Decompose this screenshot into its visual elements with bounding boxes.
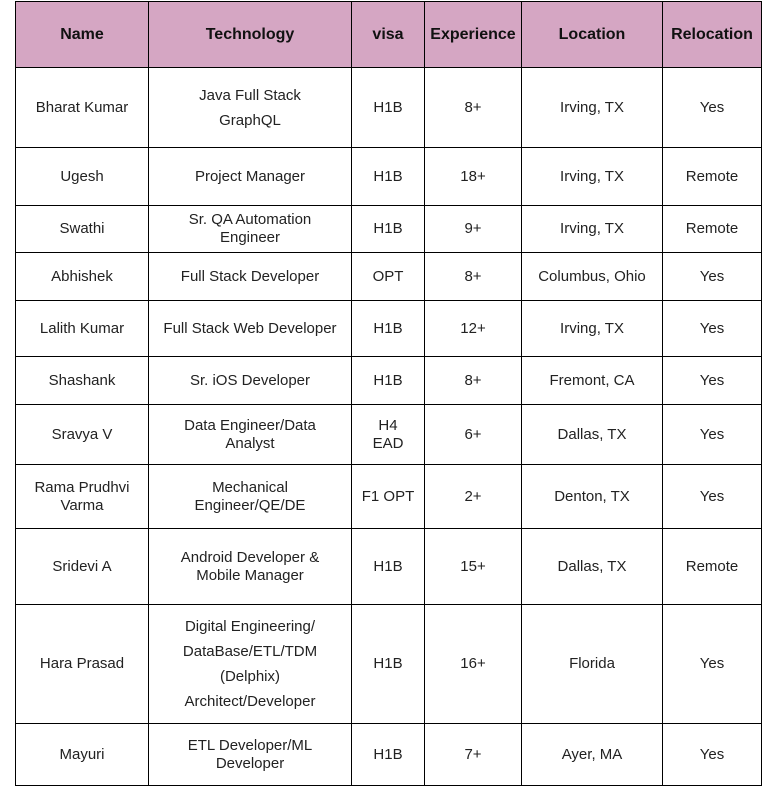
technology-text: Engineer/QE/DE [194,496,306,514]
technology-text: Java Full Stack [199,86,301,104]
table-row [16,357,762,405]
experience-cell [425,68,522,148]
location-text: Fremont, CA [549,371,635,389]
table-row [16,465,762,529]
technology-cell [149,301,352,357]
table-row [16,68,762,148]
technology-cell [149,206,352,253]
relocation-cell [663,301,762,357]
location-text: Irving, TX [560,319,624,337]
location-text: Irving, TX [560,220,624,237]
experience-cell [425,206,522,253]
location-cell [522,206,663,253]
name-text: Shashank [48,371,116,389]
visa-cell [352,68,425,148]
location-cell [522,68,663,148]
experience-text: 2+ [464,487,482,505]
visa-text: F1 OPT [361,487,415,505]
visa-cell [352,605,425,724]
technology-cell [149,405,352,465]
experience-cell [425,148,522,206]
visa-cell [352,405,425,465]
relocation-cell [663,405,762,465]
visa-cell [352,357,425,405]
visa-cell [352,724,425,786]
technology-cell [149,529,352,605]
table-row [16,301,762,357]
visa-text: H4 [378,416,398,434]
experience-text: 15+ [460,557,486,575]
visa-text: H1B [373,557,403,575]
experience-cell [425,405,522,465]
name-text: Mayuri [59,745,105,763]
relocation-text: Yes [699,655,725,672]
header-visa: visa [352,2,425,68]
relocation-cell [663,465,762,529]
experience-cell [425,529,522,605]
technology-text: Sr. QA Automation [188,211,312,228]
experience-text: 12+ [460,319,486,337]
relocation-cell [663,206,762,253]
technology-text: Engineer [219,229,281,246]
experience-text: 7+ [464,745,482,763]
header-technology: Technology [149,2,352,68]
location-text: Irving, TX [560,167,624,185]
visa-cell [352,465,425,529]
name-text: Hara Prasad [39,655,125,672]
technology-cell [149,68,352,148]
relocation-cell [663,605,762,724]
relocation-cell [663,529,762,605]
table-row [16,148,762,206]
location-text: Dallas, TX [557,425,627,443]
technology-cell [149,357,352,405]
header-name: Name [16,2,149,68]
location-cell [522,301,663,357]
visa-text: EAD [372,434,404,452]
technology-text: Full Stack Web Developer [163,319,337,337]
relocation-cell [663,68,762,148]
technology-text: Android Developer & [180,548,320,566]
location-cell [522,465,663,529]
experience-cell [425,465,522,529]
header-relocation: Relocation [663,2,762,68]
name-text: Bharat Kumar [35,98,129,116]
visa-cell [352,148,425,206]
technology-cell [149,253,352,301]
experience-text: 16+ [460,655,486,672]
technology-text: Sr. iOS Developer [189,371,311,389]
visa-text: H1B [373,371,403,389]
technology-text: Full Stack Developer [180,267,320,285]
experience-cell [425,605,522,724]
visa-cell [352,301,425,357]
location-text: Ayer, MA [561,745,623,763]
relocation-text: Yes [699,371,725,389]
experience-text: 8+ [464,267,482,285]
name-text: Abhishek [51,267,113,285]
technology-text: Developer [215,754,285,772]
name-text: Ugesh [60,167,104,185]
relocation-text: Yes [699,487,725,505]
location-cell [522,357,663,405]
technology-text: ETL Developer/ML [187,736,313,754]
table-row [16,529,762,605]
visa-text: H1B [373,220,403,237]
visa-text: H1B [373,98,403,116]
table-row [16,206,762,253]
visa-cell [352,253,425,301]
experience-cell [425,253,522,301]
location-cell [522,405,663,465]
visa-cell [352,206,425,253]
name-cell [16,253,149,301]
location-cell [522,605,663,724]
technology-text: DataBase/ETL/TDM [182,643,318,660]
table-row [16,724,762,786]
technology-text: Analyst [225,434,275,452]
technology-text: Digital Engineering/ [184,618,316,635]
name-cell [16,148,149,206]
header-location: Location [522,2,663,68]
technology-text: GraphQL [219,111,281,129]
relocation-text: Yes [699,98,725,116]
name-cell [16,68,149,148]
technology-cell [149,148,352,206]
technology-text: (Delphix) [219,668,280,685]
visa-text: H1B [373,167,403,185]
location-cell [522,148,663,206]
experience-text: 6+ [464,425,482,443]
table-row [16,253,762,301]
technology-text: Project Manager [194,167,306,185]
visa-text: H1B [373,655,403,672]
technology-text: Mobile Manager [196,566,304,584]
location-text: Columbus, Ohio [538,267,646,285]
relocation-text: Remote [685,220,739,237]
technology-cell [149,605,352,724]
relocation-text: Remote [685,167,739,185]
location-text: Denton, TX [554,487,630,505]
name-cell [16,405,149,465]
name-cell [16,206,149,253]
visa-text: OPT [372,267,404,285]
technology-cell [149,724,352,786]
technology-text: Data Engineer/Data [184,416,316,434]
technology-text: Architect/Developer [184,693,316,710]
technology-cell [149,465,352,529]
name-text: Sridevi A [52,557,112,575]
experience-cell [425,357,522,405]
name-text: Lalith Kumar [39,319,125,337]
name-text: Sravya V [51,425,113,443]
relocation-text: Yes [699,425,725,443]
header-experience: Experience [425,2,522,68]
name-cell [16,301,149,357]
experience-text: 8+ [464,371,482,389]
name-cell [16,357,149,405]
name-cell [16,605,149,724]
relocation-text: Remote [685,557,739,575]
name-cell [16,724,149,786]
visa-text: H1B [373,745,403,763]
experience-cell [425,724,522,786]
location-cell [522,253,663,301]
technology-text: Mechanical [212,478,288,496]
relocation-text: Yes [699,319,725,337]
table-row [16,405,762,465]
name-text: Swathi [59,220,105,237]
name-cell [16,465,149,529]
name-cell [16,529,149,605]
experience-text: 8+ [464,98,482,116]
relocation-text: Yes [699,267,725,285]
table-row [16,605,762,724]
candidates-table [15,1,762,786]
relocation-cell [663,724,762,786]
header-row [16,2,762,68]
name-text: Varma [60,496,104,514]
location-text: Irving, TX [560,98,624,116]
relocation-cell [663,253,762,301]
visa-cell [352,529,425,605]
location-cell [522,724,663,786]
name-text: Rama Prudhvi [34,478,130,496]
experience-text: 18+ [460,167,486,185]
relocation-cell [663,148,762,206]
location-text: Dallas, TX [557,557,627,575]
location-text: Florida [569,655,615,672]
visa-text: H1B [373,319,403,337]
relocation-text: Yes [699,745,725,763]
relocation-cell [663,357,762,405]
experience-cell [425,301,522,357]
experience-text: 9+ [464,220,482,237]
location-cell [522,529,663,605]
